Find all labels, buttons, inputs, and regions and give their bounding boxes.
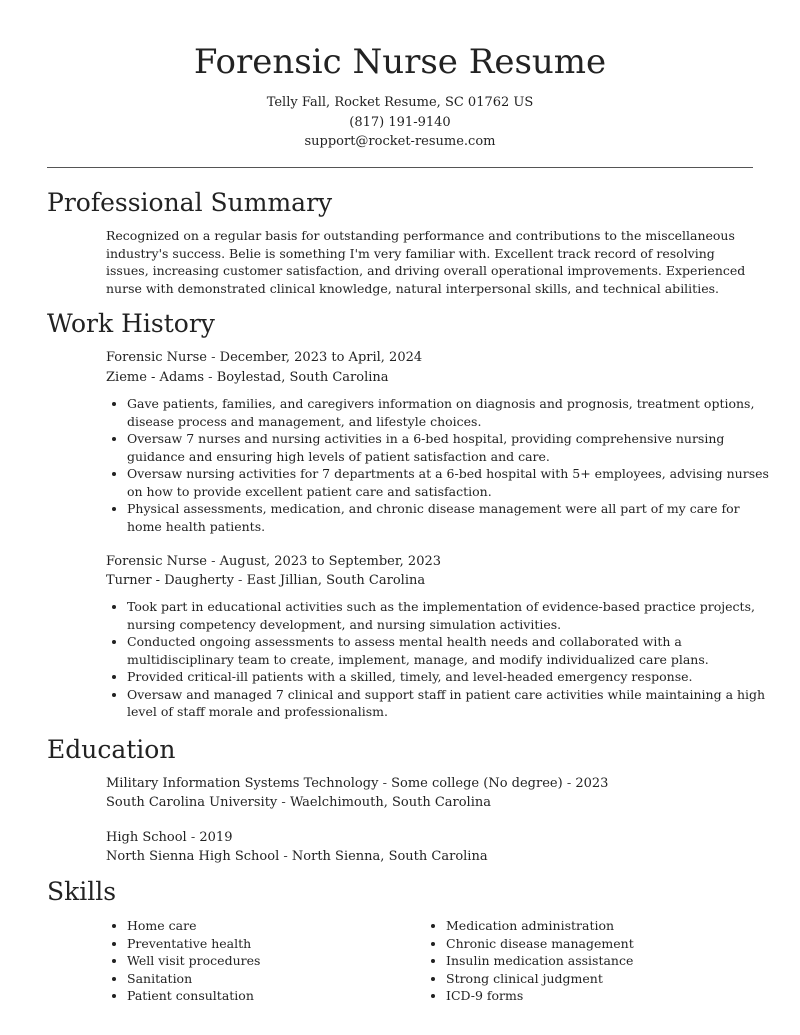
skill-item: • Chronic disease management	[446, 935, 746, 953]
job-2-company: Turner - Daugherty	[106, 573, 234, 588]
education-1-degree: Military Information Systems Technology	[106, 776, 379, 791]
education-2-degree: High School	[106, 830, 187, 845]
education-2-school: North Sienna High School	[106, 849, 280, 864]
job-2-start: August, 2023 to September, 2023	[219, 554, 442, 569]
skills-list-right	[425, 917, 746, 1005]
resume-title: Forensic Nurse Resume	[193, 42, 607, 82]
job-2-bullets	[106, 598, 777, 721]
skill-item: • Home care	[127, 917, 427, 935]
skill-item: • Insulin medication assistance	[446, 952, 746, 970]
education-1-location: Waelchimouth, South Carolina	[289, 795, 491, 810]
separator: -	[207, 554, 220, 569]
job-1-bullets	[106, 395, 777, 535]
job-2-location: East Jillian, South Carolina	[246, 573, 426, 588]
summary-text: Recognized on a regular basis for outstanding performance and contributions to the miscellaneous industry's success. Belie is something I'm very familiar with. Excellent track record of resolving issues, increasing customer satisfaction, and driving overall operational improvements. Experienced nurse with demonstrated clinical knowledge, natural interpersonal skills, and technical abilities.	[106, 228, 746, 296]
skill-item: • ICD-9 forms	[446, 987, 746, 1005]
job-1-company-line	[106, 368, 389, 387]
header-divider	[47, 167, 753, 168]
skill-item: • Sanitation	[127, 970, 427, 988]
skill-item: • Strong clinical judgment	[446, 970, 746, 988]
job-2-company-line	[106, 571, 425, 590]
skill-item: • Preventative health	[127, 935, 427, 953]
section-title-education: Education	[47, 735, 176, 764]
job-2-title-line	[106, 552, 441, 571]
education-2-school-line	[106, 847, 488, 866]
section-title-skills: Skills	[47, 877, 117, 906]
list-item: • Took part in educational activities such as the implementation of evidence-based practice projects, nursing competency development, and nursing simulation activities.	[127, 598, 777, 633]
education-2-year: 2019	[199, 830, 233, 845]
separator: -	[279, 849, 292, 864]
job-1-location: Boylestad, South Carolina	[216, 370, 389, 385]
section-title-summary: Professional Summary	[47, 188, 333, 217]
job-2-position: Forensic Nurse	[106, 554, 207, 569]
separator: -	[233, 573, 247, 588]
skill-item: • Well visit procedures	[127, 952, 427, 970]
contact-address: Telly Fall, Rocket Resume, SC 01762 US	[266, 95, 534, 110]
list-item: • Conducted ongoing assessments to assess mental health needs and collaborated with a multidisciplinary team to create, implement, manage, and modify individualized care plans.	[127, 633, 777, 668]
separator: -	[186, 830, 200, 845]
list-item: • Physical assessments, medication, and chronic disease management were all part of my care for home health patients.	[127, 500, 777, 535]
list-item: • Oversaw 7 nurses and nursing activities in a 6-bed hospital, providing comprehensive nursing guidance and ensuring high levels of patient satisfaction and care.	[127, 430, 777, 465]
education-1-level: Some college (No degree)	[391, 776, 563, 791]
job-1-position: Forensic Nurse	[106, 350, 207, 365]
list-item: • Oversaw nursing activities for 7 departments at a 6-bed hospital with 5+ employees, advising nurses on how to provide excellent patient care and satisfaction.	[127, 465, 777, 500]
separator: -	[204, 370, 217, 385]
skills-list-left	[106, 917, 427, 1005]
job-1-company: Zieme - Adams	[106, 370, 205, 385]
list-item: • Oversaw and managed 7 clinical and support staff in patient care activities while maintaining a high level of staff morale and professionalism.	[127, 686, 777, 721]
list-item: • Provided critical-ill patients with a skilled, timely, and level-headed emergency response.	[127, 668, 777, 686]
education-1-school: South Carolina University	[106, 795, 278, 810]
education-2-location: North Sienna, South Carolina	[291, 849, 488, 864]
education-1-degree-line	[106, 774, 608, 793]
separator: -	[378, 776, 392, 791]
education-1-school-line	[106, 793, 491, 812]
separator: -	[277, 795, 290, 810]
contact-email: support@rocket-resume.com	[304, 134, 496, 149]
education-2-degree-line	[106, 828, 232, 847]
job-1-title-line	[106, 348, 422, 367]
education-1-year: 2023	[575, 776, 609, 791]
contact-phone: (817) 191-9140	[349, 115, 451, 130]
section-title-work-history: Work History	[47, 309, 215, 338]
separator: -	[207, 350, 220, 365]
job-1-start: December, 2023 to April, 2024	[219, 350, 423, 365]
skill-item: • Medication administration	[446, 917, 746, 935]
skill-item: • Patient consultation	[127, 987, 427, 1005]
list-item: • Gave patients, families, and caregivers information on diagnosis and prognosis, treatment options, disease process and management, and lifestyle choices.	[127, 395, 777, 430]
separator: -	[562, 776, 576, 791]
